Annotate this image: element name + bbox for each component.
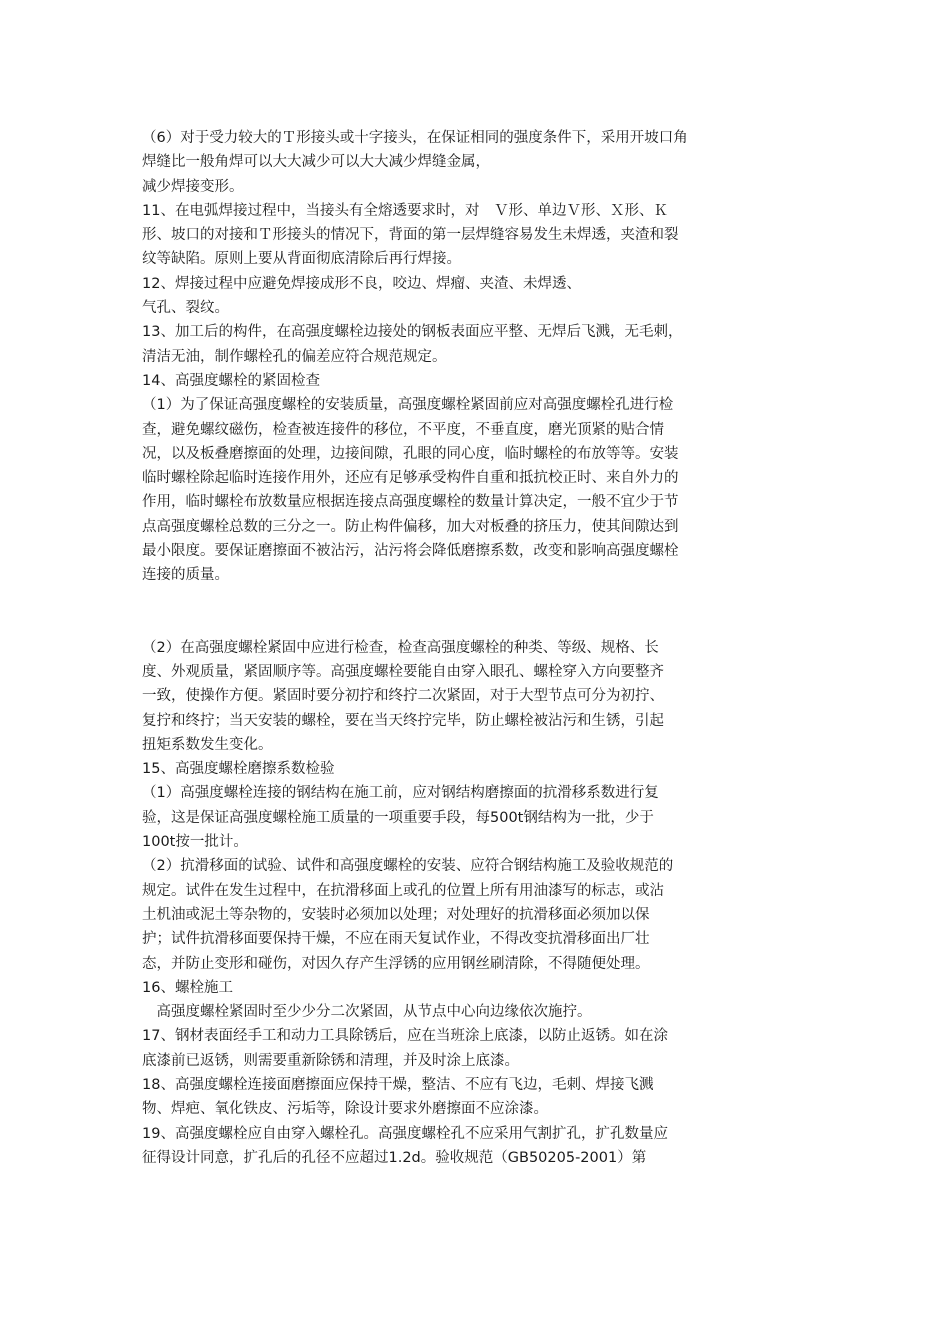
text-line: 态，并防止变形和碰伤，对因久存产生浮锈的应用钢丝刷清除，不得随便处理。 [142, 955, 650, 972]
text-line: 高强度螺栓紧固时至少少分二次紧固，从节点中心向边缘依次施拧。 [142, 1004, 592, 1021]
text-line: 气孔、裂纹。 [142, 300, 229, 317]
text-line: 最小限度。要保证磨擦面不被沾污，沾污将会降低磨擦系数，改变和影响高强度螺栓 [142, 543, 679, 560]
text-line: 14、高强度螺栓的紧固检查 [142, 372, 320, 389]
text-line: 查，避免螺纹磁伤，检查被连接件的移位，不平度，不垂直度，磨光顶紧的贴合情 [142, 421, 664, 438]
text-line: （2）在高强度螺栓紧固中应进行检查，检查高强度螺栓的种类、等级、规格、长 [142, 639, 659, 656]
text-line: 临时螺栓除起临时连接作用外，还应有足够承受构件自重和抵抗校正时、来自外力的 [142, 470, 679, 487]
text-line: （1）为了保证高强度螺栓的安装质量，高强度螺栓紧固前应对高强度螺栓孔进行检 [142, 397, 674, 414]
text-line: 15、高强度螺栓磨擦系数检验 [142, 761, 335, 778]
text-line: 规定。试件在发生过程中，在抗滑移面上或孔的位置上所有用油漆写的标志，或沾 [142, 882, 664, 899]
text-line: 底漆前已返锈，则需要重新除锈和清理，并及时涂上底漆。 [142, 1052, 519, 1069]
text-line: 况，以及板叠磨擦面的处理，边接间隙，孔眼的同心度，临时螺栓的布放等等。安装 [142, 445, 679, 462]
text-line: 扭矩系数发生变化。 [142, 736, 273, 753]
text-line: 作用，临时螺栓布放数量应根据连接点高强度螺栓的数量计算决定，一般不宜少于节 [142, 494, 679, 511]
text-line: 连接的质量。 [142, 567, 229, 584]
text-line: 100t按一批计。 [142, 834, 248, 851]
text-line: 土机油或泥土等杂物的，安装时必须加以处理；对处理好的抗滑移面必须加以保 [142, 906, 650, 923]
text-line: （2）抗滑移面的试验、试件和高强度螺栓的安装、应符合钢结构施工及验收规范的 [142, 858, 674, 875]
text-block-2 [142, 636, 782, 1171]
text-line: 一致，使操作方便。紧固时要分初拧和终拧二次紧固，对于大型节点可分为初拧、 [142, 688, 664, 705]
text-line: 17、钢材表面经手工和动力工具除锈后，应在当班涂上底漆，以防止返锈。如在涂 [142, 1028, 668, 1045]
text-line: 复拧和终拧；当天安装的螺栓，要在当天终拧完毕，防止螺栓被沾污和生锈，引起 [142, 712, 664, 729]
text-line: 点高强度螺栓总数的三分之一。防止构件偏移，加大对板叠的挤压力，使其间隙达到 [142, 518, 679, 535]
text-line: 纹等缺陷。原则上要从背面彻底清除后再行焊接。 [142, 251, 461, 268]
text-line: 度、外观质量，紧固顺序等。高强度螺栓要能自由穿入眼孔、螺栓穿入方向要整齐 [142, 663, 664, 680]
text-line: 物、焊疤、氧化铁皮、污垢等，除设计要求外磨擦面不应涂漆。 [142, 1101, 548, 1118]
text-line: （6）对于受力较大的Ｔ形接头或十字接头，在保证相同的强度条件下，采用开坡口角 [142, 130, 688, 146]
text-line: 19、高强度螺栓应自由穿入螺栓孔。高强度螺栓孔不应采用气割扩孔，扩孔数量应 [142, 1125, 668, 1142]
text-line: （1）高强度螺栓连接的钢结构在施工前，应对钢结构磨擦面的抗滑移系数进行复 [142, 785, 659, 802]
text-line: 验，这是保证高强度螺栓施工质量的一项重要手段，每500t钢结构为一批，少于 [142, 809, 654, 826]
document-page [142, 126, 782, 1170]
text-line: 11、在电弧焊接过程中，当接头有全熔透要求时，对 Ｖ形、单边Ｖ形、Ｘ形、Ｋ [142, 202, 668, 219]
text-line: 护；试件抗滑移面要保持干燥，不应在雨天复试作业，不得改变抗滑移面出厂壮 [142, 931, 650, 948]
text-line: 焊缝比一般角焊可以大大减少可以大大减少焊缝金属， [142, 154, 490, 171]
text-line: 13、加工后的构件，在高强度螺栓边接处的钢板表面应平整、无焊后飞溅，无毛刺， [142, 324, 683, 341]
text-line: 18、高强度螺栓连接面磨擦面应保持干燥，整洁、不应有飞边，毛刺、焊接飞溅 [142, 1076, 654, 1093]
paragraph-gap [142, 588, 782, 636]
text-line: 征得设计同意，扩孔后的孔径不应超过1.2d。验收规范（GB50205-2001）第 [142, 1149, 647, 1166]
text-line: 减少焊接变形。 [142, 178, 244, 195]
text-line: 16、螺栓施工 [142, 979, 233, 996]
text-line: 清洁无油，制作螺栓孔的偏差应符合规范规定。 [142, 348, 447, 365]
text-line: 形、坡口的对接和Ｔ形接头的情况下，背面的第一层焊缝容易发生未焊透，夹渣和裂 [142, 227, 679, 244]
text-block-1 [142, 126, 782, 588]
text-line: 12、焊接过程中应避免焊接成形不良，咬边、焊瘤、夹渣、未焊透、 [142, 275, 581, 292]
